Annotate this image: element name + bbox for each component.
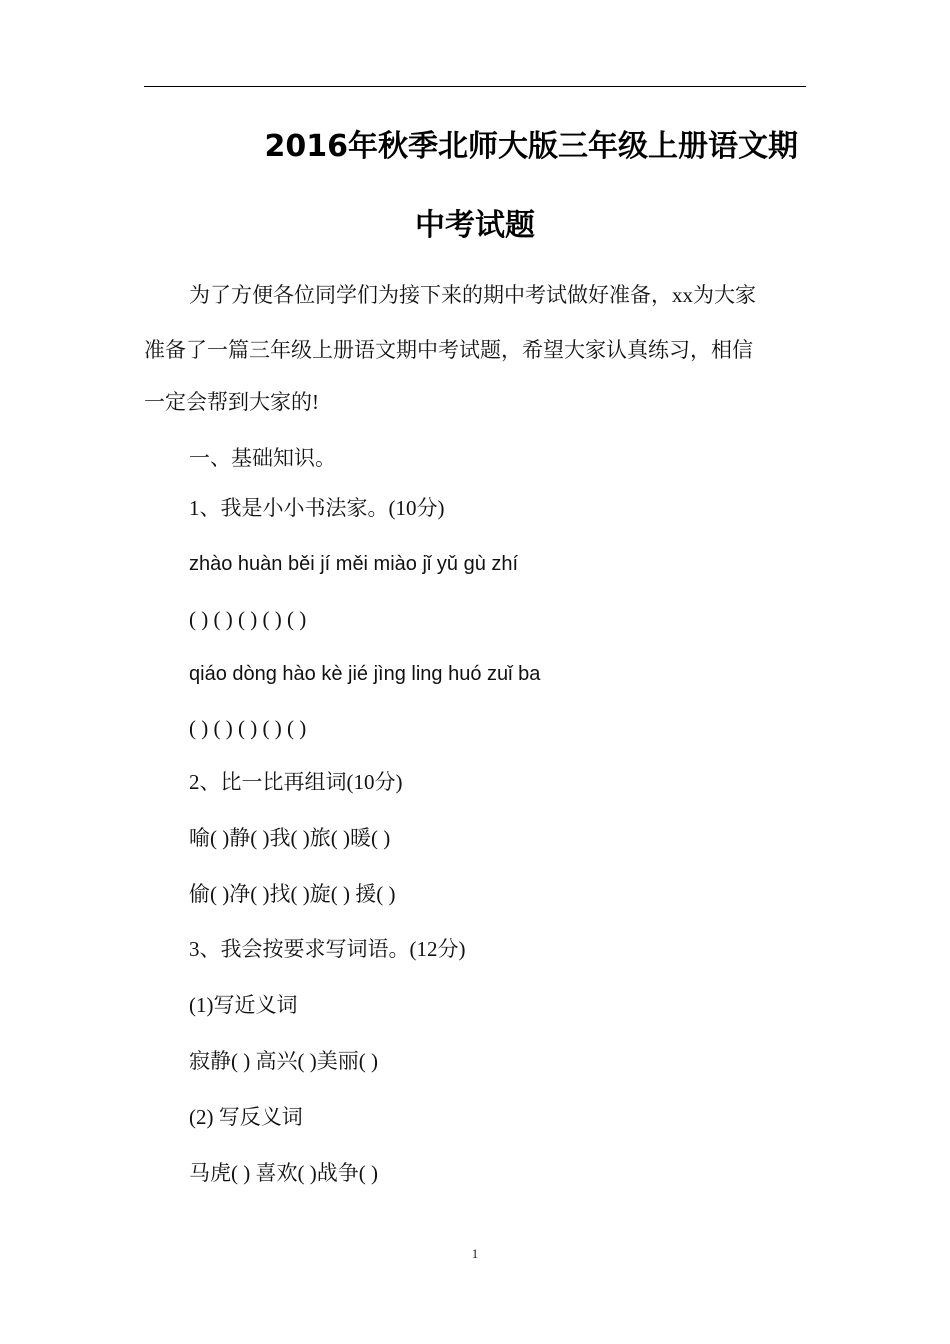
question-heading: 3、我会按要求写词语。(12分) <box>189 937 466 961</box>
intro-line: 一定会帮到大家的! <box>144 390 319 414</box>
document-title-line-2: 中考试题 <box>415 208 535 243</box>
answer-blanks: ( ) ( ) ( ) ( ) ( ) <box>189 716 307 740</box>
document-title-line-1: 2016年秋季北师大版三年级上册语文期 <box>264 129 798 164</box>
header-rule <box>144 86 806 87</box>
intro-line: 准备了一篇三年级上册语文期中考试题，希望大家认真练习，相信 <box>144 338 753 362</box>
pinyin-line: zhào huàn běi jí měi miào jǐ yǔ gù zhí <box>189 553 519 575</box>
intro-line: 为了方便各位同学们为接下来的期中考试做好准备，xx为大家 <box>189 283 756 307</box>
sub-question-heading: (1)写近义词 <box>189 993 298 1017</box>
pinyin-line: qiáo dòng hào kè jié jìng ling huó zuǐ ba <box>189 663 541 685</box>
sub-question-heading: (2) 写反义词 <box>189 1105 303 1129</box>
exercise-line: 喻( )静( )我( )旅( )暖( ) <box>189 826 391 850</box>
section-heading: 一、基础知识。 <box>189 446 336 470</box>
page-number: 1 <box>471 1246 479 1261</box>
exercise-line: 马虎( ) 喜欢( )战争( ) <box>189 1161 378 1185</box>
question-heading: 1、我是小小书法家。(10分) <box>189 496 445 520</box>
exercise-line: 偷( )净( )找( )旋( ) 援( ) <box>189 882 396 906</box>
answer-blanks: ( ) ( ) ( ) ( ) ( ) <box>189 607 307 631</box>
exercise-line: 寂静( ) 高兴( )美丽( ) <box>189 1049 378 1073</box>
question-heading: 2、比一比再组词(10分) <box>189 770 403 794</box>
